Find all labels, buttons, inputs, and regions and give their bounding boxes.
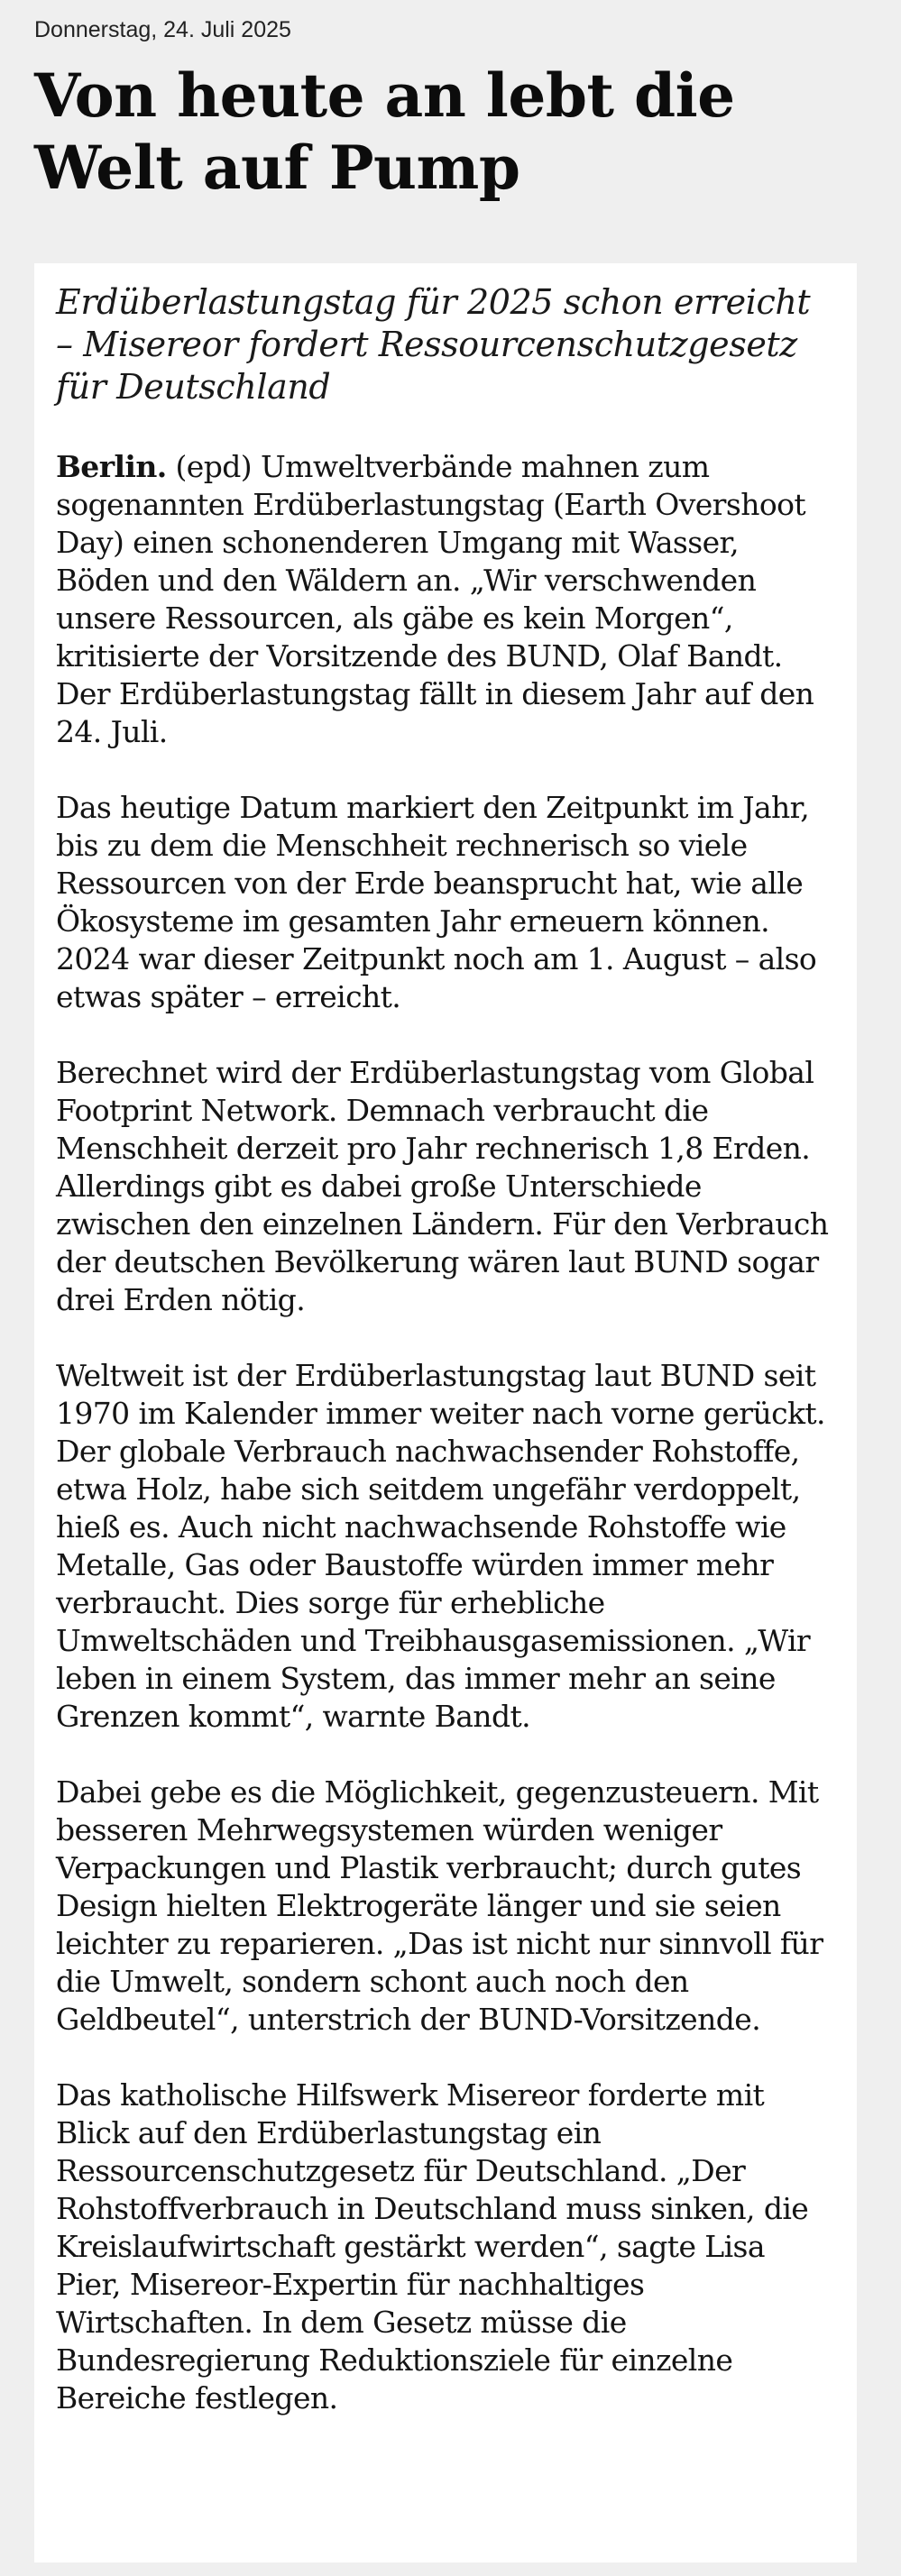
article-paragraph: [56, 448, 835, 751]
paragraph-text: (epd) Umweltverbände mahnen zum sogenannten Erdüberlastungstag (Earth Overshoot Day) einen schonenderen Umgang mit Wasser, Böden und den Wäldern an. „Wir verschwenden unsere Ressourcen, als gäbe es kein Morgen“, kritisierte der Vorsitzende des BUND, Olaf Bandt. Der Erdüberlastungstag fällt in diesem Jahr auf den 24. Juli.: [56, 449, 814, 749]
article-headline: Von heute an lebt die Welt auf Pump: [34, 60, 735, 203]
article-paragraph: Weltweit ist der Erdüberlastungstag laut BUND seit 1970 im Kalender immer weiter nach vorne gerückt. Der globale Verbrauch nachwachsender Rohstoffe, etwa Holz, habe sich seitdem ungefähr verdoppelt, hieß es. Auch nicht nachwachsende Rohstoffe wie Metalle, Gas oder Baustoffe würden immer mehr verbraucht. Dies sorge für erhebliche Umweltschäden und Treibhausgasemissionen. „Wir leben in einem System, das immer mehr an seine Grenzen kommt“, warnte Bandt.: [56, 1358, 825, 1734]
publication-date: Donnerstag, 24. Juli 2025: [34, 17, 291, 42]
article-paragraph: Das heutige Datum markiert den Zeitpunkt im Jahr, bis zu dem die Menschheit rechnerisch so viele Ressourcen von der Erde beansprucht hat, wie alle Ökosysteme im gesamten Jahr erneuern können. 2024 war dieser Zeitpunkt noch am 1. August – also etwas später – erreicht.: [56, 790, 817, 1014]
dateline: Berlin.: [56, 449, 167, 484]
article-paragraph: Dabei gebe es die Möglichkeit, gegenzusteuern. Mit besseren Mehrwegsystemen würden weniger Verpackungen und Plastik verbraucht; durch gutes Design hielten Elektrogeräte länger und sie seien leichter zu reparieren. „Das ist nicht nur sinnvoll für die Umwelt, sondern schont auch noch den Geldbeutel“, unterstrich der BUND-Vorsitzende.: [56, 1774, 823, 2037]
article-subtitle: Erdüberlastungstag für 2025 schon erreicht – Misereor fordert Ressourcenschutzgesetz für Deutschland: [56, 282, 811, 407]
article-paragraph: Berechnet wird der Erdüberlastungstag vom Global Footprint Network. Demnach verbraucht die Menschheit derzeit pro Jahr rechnerisch 1,8 Erden. Allerdings gibt es dabei große Unterschiede zwischen den einzelnen Ländern. Für den Verbrauch der deutschen Bevölkerung wären laut BUND sogar drei Erden nötig.: [56, 1055, 829, 1317]
article-body-card: [34, 263, 857, 2562]
article-paragraph: Das katholische Hilfswerk Misereor forderte mit Blick auf den Erdüberlastungstag ein Ressourcenschutzgesetz für Deutschland. „Der Rohstoffverbrauch in Deutschland muss sinken, die Kreislaufwirtschaft gestärkt werden“, sagte Lisa Pier, Misereor-Expertin für nachhaltiges Wirtschaften. In dem Gesetz müsse die Bundesregierung Reduktionsziele für einzelne Bereiche festlegen.: [56, 2077, 809, 2416]
